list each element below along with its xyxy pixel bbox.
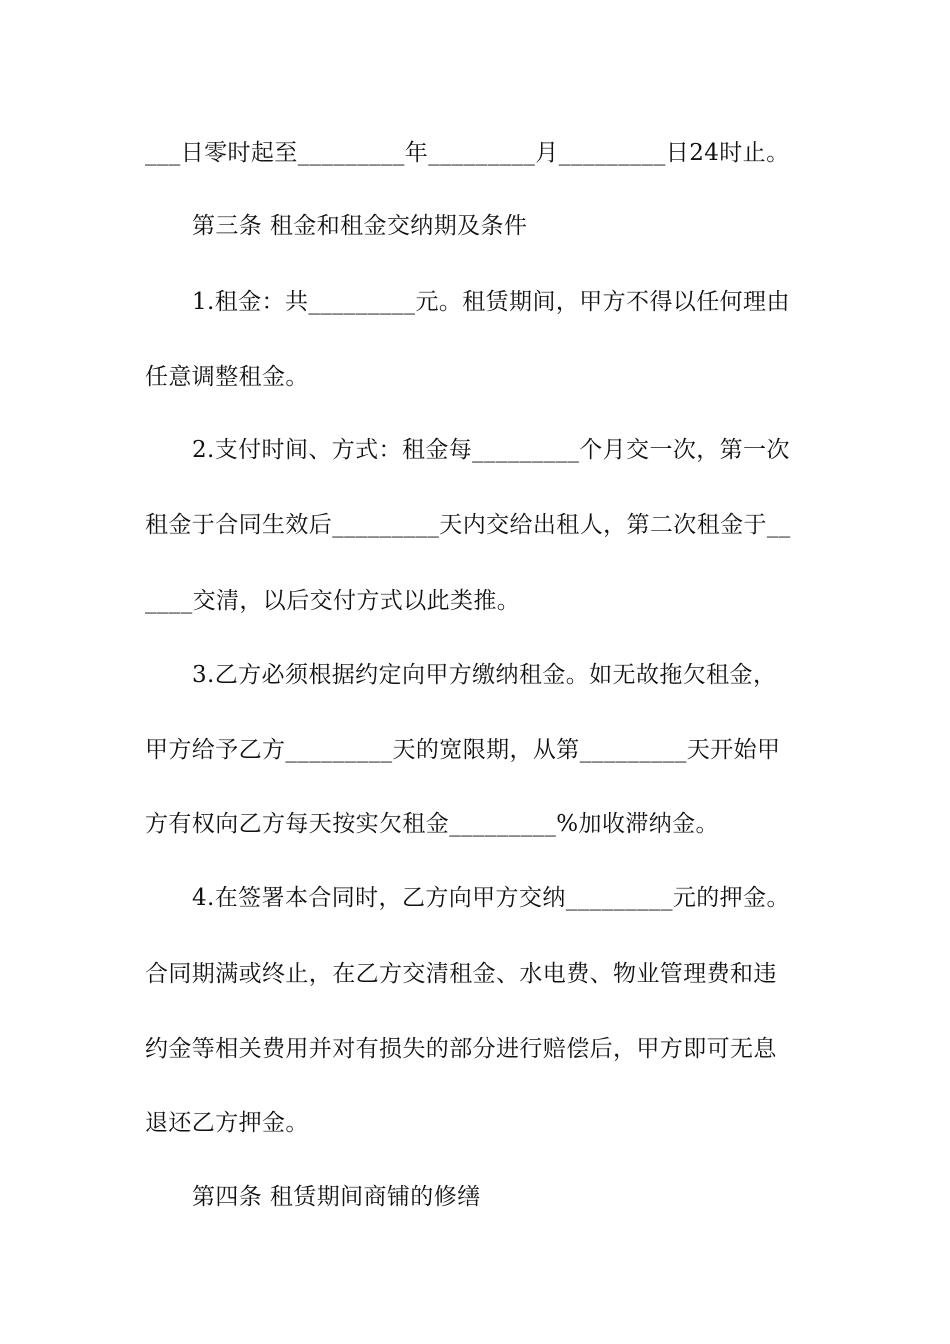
text-line: 租金于合同生效后_________天内交给出租人，第二次租金于__ bbox=[145, 512, 791, 538]
text-line: ___日零时起至_________年_________月_________日24时止。 bbox=[145, 140, 790, 166]
text-line: ____交清，以后交付方式以此类推。 bbox=[145, 588, 521, 614]
text-line: 合同期满或终止，在乙方交清租金、水电费、物业管理费和违 bbox=[145, 961, 777, 987]
section-heading: 第三条 租金和租金交纳期及条件 bbox=[192, 213, 528, 239]
text-line: 甲方给予乙方_________天的宽限期，从第_________天开始甲 bbox=[145, 737, 781, 763]
text-line: 1.租金：共_________元。租赁期间，甲方不得以任何理由 bbox=[192, 289, 790, 315]
text-line: 4.在签署本合同时，乙方向甲方交纳_________元的押金。 bbox=[192, 885, 790, 911]
text-line: 退还乙方押金。 bbox=[145, 1110, 309, 1136]
text-line: 方有权向乙方每天按实欠租金_________%加收滞纳金。 bbox=[145, 811, 719, 837]
text-line: 3.乙方必须根据约定向甲方缴纳租金。如无故拖欠租金， bbox=[192, 662, 777, 688]
text-line: 约金等相关费用并对有损失的部分进行赔偿后，甲方即可无息 bbox=[145, 1036, 777, 1062]
text-line: 任意调整租金。 bbox=[145, 364, 309, 390]
text-line: 2.支付时间、方式：租金每_________个月交一次，第一次 bbox=[192, 437, 790, 463]
section-heading: 第四条 租赁期间商铺的修缮 bbox=[192, 1184, 481, 1210]
